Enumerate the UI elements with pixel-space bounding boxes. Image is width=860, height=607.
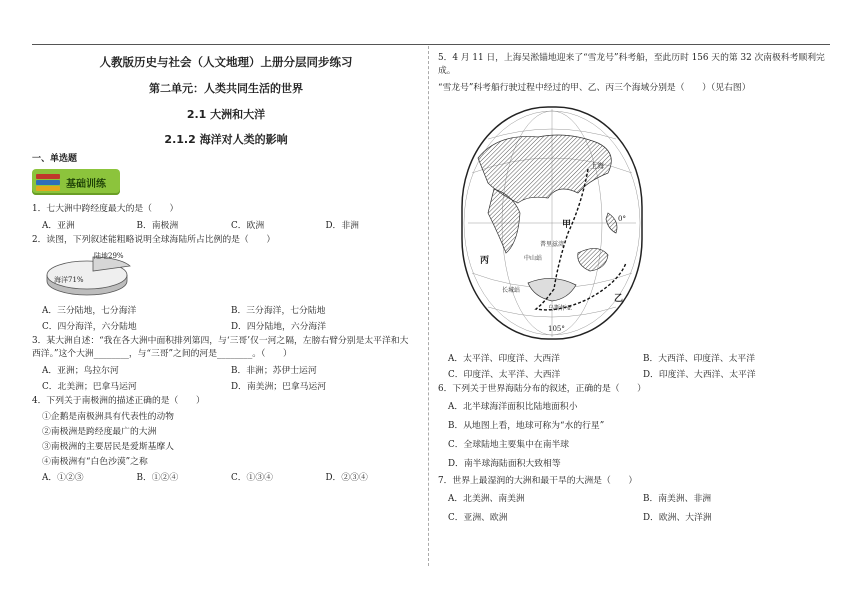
q4-item-4: ④南极洲有“白色沙漠”之称 — [42, 457, 148, 467]
q1-option-a[interactable]: A．亚洲 — [42, 220, 75, 231]
unit-title: 第二单元：人类共同生活的世界 — [149, 82, 303, 95]
route-map — [458, 103, 646, 343]
q7-option-d[interactable]: D．欧洲、大洋洲 — [643, 513, 712, 523]
question-3-stem-line1: 3．某大洲自述：“我在各大洲中面积排列第四，与‘三哥’仅一河之隔，左膀右臂分别是太平洋和大 — [32, 336, 409, 346]
map-label-changcheng: 长城站 — [502, 287, 521, 294]
part-label: 一、单选题 — [32, 154, 78, 164]
question-7-options-row1 — [438, 488, 838, 507]
map-label-ushuaia: 乌斯怀亚 — [548, 305, 573, 312]
q1-option-d[interactable]: D．非洲 — [325, 220, 359, 231]
q1-option-b[interactable]: B．南极洲 — [136, 220, 179, 231]
question-2-options-row2 — [32, 317, 420, 333]
q5-option-c[interactable]: C．印度洋、太平洋、大西洋 — [448, 369, 561, 380]
q3-option-b[interactable]: B．非洲；苏伊士运河 — [231, 365, 317, 376]
map-label-prydz: 普里兹湾 — [540, 241, 565, 248]
q3-option-c[interactable]: C．北美洲；巴拿马运河 — [42, 381, 137, 392]
question-5-options-row1 — [438, 349, 838, 365]
question-2-stem: 2．读图，下列叙述能粗略说明全球海陆所占比例的是（ ） — [32, 235, 276, 245]
right-column — [438, 46, 838, 526]
question-2-options-row1 — [32, 301, 420, 317]
q4-option-b[interactable]: B．①②④ — [136, 472, 179, 483]
question-3-options-row1 — [32, 361, 420, 377]
question-7-stem: 7．世界上最湿润的大洲和最干旱的大洲是（ ） — [438, 476, 638, 486]
q2-option-a[interactable]: A．三分陆地，七分海洋 — [42, 305, 137, 316]
question-5-options-row2 — [438, 365, 838, 381]
q4-item-3: ③南极洲的主要居民是爱斯基摩人 — [42, 442, 174, 452]
subsection-title: 2.1.2 海洋对人类的影响 — [164, 133, 288, 146]
question-5-stem-line1: 5．4 月 11 日，上海吴淞锚地迎来了“雪龙号”科考船，至此历时 156 天的第 32 次南极科考顺利完成。 — [438, 53, 825, 76]
q4-item-2: ②南极洲是跨经度最广的大洲 — [42, 427, 157, 437]
pie-ocean-label: 海洋71% — [54, 276, 84, 284]
badge — [32, 169, 420, 196]
q7-option-b[interactable]: B．南美洲、非洲 — [643, 494, 712, 504]
left-column — [32, 46, 420, 484]
land-ocean-pie-chart — [32, 249, 142, 299]
q3-option-d[interactable]: D．南美洲；巴拿马运河 — [231, 381, 327, 392]
question-5-stem-line2: “雪龙号”科考船行驶过程中经过的甲、乙、丙三个海域分别是（ ）（见右图） — [438, 83, 751, 93]
q2-option-b[interactable]: B．三分海洋，七分陆地 — [231, 305, 326, 316]
q2-option-d[interactable]: D．四分陆地，六分海洋 — [231, 321, 327, 332]
q5-option-b[interactable]: B．大西洋、印度洋、太平洋 — [643, 353, 756, 364]
map-label-shanghai: 上海 — [590, 162, 604, 170]
q5-option-d[interactable]: D．印度洋、大西洋、太平洋 — [643, 369, 756, 380]
q4-option-c[interactable]: C．①③④ — [231, 472, 273, 483]
q4-item-1: ①企鹅是南极洲具有代表性的动物 — [42, 412, 174, 422]
top-rule — [32, 44, 830, 45]
q7-option-c[interactable]: C．亚洲、欧洲 — [448, 513, 508, 523]
question-1-stem: 1．七大洲中跨经度最大的是（ ） — [32, 204, 179, 214]
map-label-yi: 乙 — [614, 294, 624, 304]
map-label-jia: 甲 — [562, 220, 572, 230]
question-3-stem-line2: 西洋。”这个大洲________，与“三哥”之间的河是________。（ ） — [32, 349, 292, 359]
q6-option-b[interactable]: B．从地图上看，地球可称为“水的行星” — [448, 421, 605, 431]
section-title: 2.1 大洲和大洋 — [186, 108, 266, 121]
question-4-options — [32, 468, 420, 484]
map-label-lon105: 105° — [548, 325, 565, 333]
q5-option-a[interactable]: A．太平洋、印度洋、大西洋 — [448, 353, 560, 364]
q2-option-c[interactable]: C．四分海洋，六分陆地 — [42, 321, 137, 332]
q6-option-d[interactable]: D．南半球海陆面积大致相等 — [448, 459, 561, 469]
q7-option-a[interactable]: A．北美洲、南美洲 — [448, 494, 525, 504]
badge-label: 基础训练 — [66, 178, 106, 190]
q4-option-d[interactable]: D．②③④ — [325, 472, 368, 483]
q3-option-a[interactable]: A．亚洲；鸟拉尔河 — [42, 365, 119, 376]
question-6-stem: 6．下列关于世界海陆分布的叙述，正确的是（ ） — [438, 384, 646, 394]
map-label-zhongshan: 中山站 — [524, 255, 543, 262]
q6-option-a[interactable]: A．北半球海洋面积比陆地面积小 — [448, 402, 578, 412]
doc-title: 人教版历史与社会（人文地理）上册分层同步练习 — [99, 55, 353, 69]
question-4-stem: 4．下列关于南极洲的描述正确的是（ ） — [32, 396, 205, 406]
q1-option-c[interactable]: C．欧洲 — [231, 220, 265, 231]
question-3-options-row2 — [32, 377, 420, 393]
question-7-options-row2 — [438, 507, 838, 526]
q4-option-a[interactable]: A．①②③ — [42, 472, 84, 483]
map-label-lat0: 0° — [618, 215, 626, 223]
books-icon — [36, 172, 62, 192]
map-label-bing: 丙 — [480, 256, 490, 266]
column-divider — [428, 46, 429, 566]
q6-option-c[interactable]: C．全球陆地主要集中在南半球 — [448, 440, 570, 450]
question-1-options — [32, 216, 420, 232]
pie-land-label: 陆地29% — [94, 252, 124, 260]
